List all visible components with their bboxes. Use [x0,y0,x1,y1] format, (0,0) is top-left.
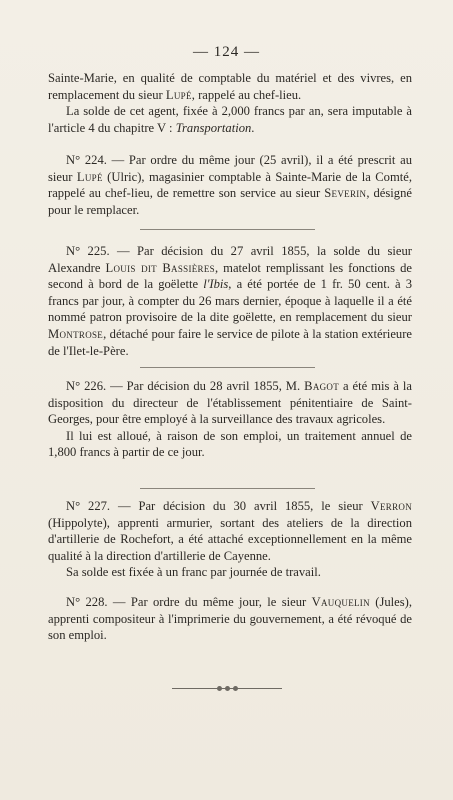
person-name: Montrose [48,326,104,341]
chapter-title: Transportation [175,120,252,135]
entry-227 [48,498,412,581]
paragraph: N° 225. — Par décision du 27 avril 1855, la solde du sieur Alexandre Louis dit Bassières, matelot remplissant les fonctions de second à bord de la goëlette l'Ibis, a été portée de 1 fr. 50 cent. à 3 francs par jour, à compter du 26 mars dernier, époque à laquelle il a été nommé patron provisoire de la dite goëlette, en remplacement du sieur Montrose, détaché pour faire le service de pilote à la station extérieure de l'Ilet-le-Père. [48,244,412,358]
continuation-paragraph [48,70,412,136]
paragraph: N° 226. — Par décision du 28 avril 1855, M. Bagot a été mis à la disposition du directeur de l'établissement pénitentiaire de Saint-Georges, pour être employé à la surveillance des travaux agricoles. [48,379,412,427]
person-name: Vauquelin [311,595,370,609]
separator-rule [140,229,315,230]
person-name: Severin [324,186,367,201]
paragraph: Il lui est alloué, à raison de son emploi, un traitement annuel de 1,800 francs à partir de ce jour. [48,428,412,460]
paragraph: Sa solde est fixée à un franc par journée de travail. [66,565,321,580]
page-number-header: — 124 — [193,44,260,60]
entry-225 [48,243,412,359]
separator-rule [140,367,315,368]
person-name: Louis dit Bassières [105,260,215,275]
paragraph: Sainte-Marie, en qualité de comptable du matériel et des vivres, en remplacement du sieur Lupé, rappelé au chef-lieu. [48,71,412,102]
person-name: Lupé [76,169,103,184]
person-name: Lupé [165,87,192,102]
entry-224 [48,152,412,218]
paragraph: N° 228. — Par ordre du même jour, le sieur Vauquelin (Jules), apprenti compositeur à l'imprimerie du gouvernement, a été révoqué de son emploi. [48,595,412,643]
paragraph: La solde de cet agent, fixée à 2,000 francs par an, sera imputable à l'article 4 du chapitre V : Transportation. [48,104,412,135]
separator-rule [140,488,315,489]
paragraph: N° 227. — Par décision du 30 avril 1855, le sieur Verron (Hippolyte), apprenti armurier, sortant des ateliers de la direction d'artillerie de Rochefort, a été attaché exceptionnellement en la même qualité à la direction d'artillerie de Cayenne. [48,499,412,563]
ship-name: l'Ibis [203,277,229,292]
end-ornament [172,686,282,692]
entry-228 [48,594,412,644]
person-name: Bagot [304,379,340,393]
person-name: Verron [370,499,412,513]
entry-226 [48,378,412,461]
paragraph: N° 224. — Par ordre du même jour (25 avril), il a été prescrit au sieur Lupé (Ulric), magasinier comptable à Sainte-Marie de la Comté, rappelé au chef-lieu, de remettre son service au sieur Severin, désigné pour le remplacer. [48,153,412,217]
